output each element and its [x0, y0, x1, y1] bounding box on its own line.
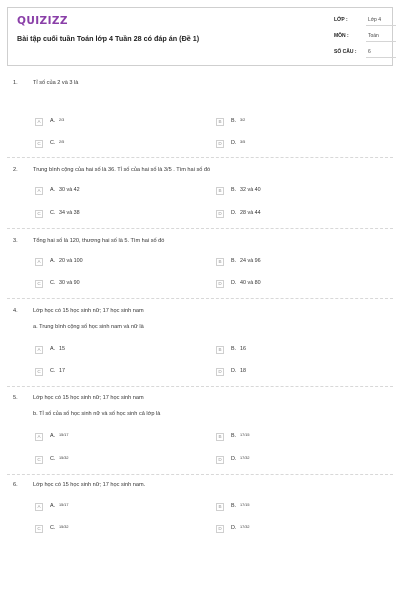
option-text: A. — [50, 187, 56, 193]
count-underline — [366, 57, 396, 58]
option-letter-box[interactable]: A — [35, 346, 43, 354]
option-text: C. — [50, 368, 56, 374]
question-subtext: a. Trung bình cộng số học sinh nam và nữ là — [33, 324, 144, 330]
option-letter-box[interactable]: D — [216, 140, 224, 148]
option-fraction: 15/32 — [59, 525, 69, 529]
worksheet-title: Bài tập cuối tuần Toán lớp 4 Tuần 28 có đáp án (Đề 1) — [17, 34, 200, 43]
count-label: SỐ CÂU : — [334, 49, 357, 55]
option-letter-box[interactable]: B — [216, 503, 224, 511]
option-prefix: B. — [231, 118, 237, 124]
question-number: 3. — [13, 238, 18, 244]
option-fraction: 2/3 — [59, 118, 65, 122]
option-text: 16 — [240, 346, 246, 352]
option-text: 15 — [59, 346, 65, 352]
question-divider — [7, 474, 393, 475]
option-text: C. — [50, 280, 56, 286]
option-letter-box[interactable]: C — [35, 280, 43, 288]
question-text: Lớp học có 15 học sinh nữ; 17 học sinh nam — [33, 395, 144, 401]
option-letter-box[interactable]: B — [216, 433, 224, 441]
option-letter-box[interactable]: C — [35, 210, 43, 218]
option-letter-box[interactable]: B — [216, 118, 224, 126]
question-text: Lớp học có 15 học sinh nữ; 17 học sinh nam. — [33, 482, 146, 488]
option-letter-box[interactable]: C — [35, 456, 43, 464]
option-text: B. — [231, 346, 237, 352]
option-prefix: B. — [231, 503, 237, 509]
option-letter-box[interactable]: A — [35, 258, 43, 266]
option-fraction: 15/17 — [59, 433, 69, 437]
option-fraction: 2/5 — [59, 140, 65, 144]
count-value: 6 — [368, 49, 371, 55]
question-divider — [7, 157, 393, 158]
option-letter-box[interactable]: D — [216, 456, 224, 464]
option-letter-box[interactable]: A — [35, 433, 43, 441]
option-text: 20 và 100 — [59, 258, 83, 264]
option-fraction: 3/2 — [240, 118, 246, 122]
question-divider — [7, 298, 393, 299]
question-number: 1. — [13, 80, 18, 86]
option-prefix: D. — [231, 525, 237, 531]
option-text: 40 và 80 — [240, 280, 261, 286]
option-letter-box[interactable]: A — [35, 503, 43, 511]
option-fraction: 17/32 — [240, 525, 250, 529]
option-letter-box[interactable]: D — [216, 368, 224, 376]
option-letter-box[interactable]: D — [216, 280, 224, 288]
option-prefix: B. — [231, 433, 237, 439]
option-text: D. — [231, 210, 237, 216]
class-underline — [366, 25, 396, 26]
option-prefix: D. — [231, 140, 237, 146]
option-text: 30 và 90 — [59, 280, 80, 286]
worksheet-header — [7, 7, 393, 66]
question-text: Tổng hai số là 120, thương hai số là 5. Tìm hai số đó — [33, 238, 165, 244]
subject-underline — [366, 41, 396, 42]
option-prefix: C. — [50, 140, 56, 146]
option-letter-box[interactable]: A — [35, 118, 43, 126]
question-divider — [7, 386, 393, 387]
option-letter-box[interactable]: A — [35, 187, 43, 195]
option-fraction: 17/32 — [240, 456, 250, 460]
question-subtext: b. Tỉ số của số học sinh nữ và số học sinh cả lớp là — [33, 411, 161, 417]
option-letter-box[interactable]: B — [216, 187, 224, 195]
option-letter-box[interactable]: B — [216, 346, 224, 354]
question-divider — [7, 228, 393, 229]
option-text: C. — [50, 210, 56, 216]
option-letter-box[interactable]: B — [216, 258, 224, 266]
option-text: A. — [50, 258, 56, 264]
question-number: 2. — [13, 167, 18, 173]
option-letter-box[interactable]: C — [35, 525, 43, 533]
question-number: 4. — [13, 308, 18, 314]
option-text: 32 và 40 — [240, 187, 261, 193]
option-text: 18 — [240, 368, 246, 374]
option-text: 17 — [59, 368, 65, 374]
option-text: D. — [231, 368, 237, 374]
option-fraction: 3/5 — [240, 140, 246, 144]
subject-label: MÔN : — [334, 33, 349, 39]
option-text: B. — [231, 258, 237, 264]
option-fraction: 17/15 — [240, 503, 250, 507]
option-text: B. — [231, 187, 237, 193]
option-text: 30 và 42 — [59, 187, 80, 193]
option-prefix: C. — [50, 525, 56, 531]
option-prefix: A. — [50, 118, 56, 124]
question-text: Lớp học có 15 học sinh nữ; 17 học sinh nam — [33, 308, 144, 314]
subject-value: Toán — [368, 33, 379, 39]
class-label: LỚP : — [334, 17, 348, 23]
option-text: D. — [231, 280, 237, 286]
option-text: A. — [50, 346, 56, 352]
option-fraction: 15/17 — [59, 503, 69, 507]
quizizz-logo: QUIZIZZ — [17, 15, 68, 27]
option-fraction: 17/15 — [240, 433, 250, 437]
question-number: 6. — [13, 482, 18, 488]
option-text: 24 và 96 — [240, 258, 261, 264]
option-letter-box[interactable]: D — [216, 210, 224, 218]
question-text: Trung bình cộng của hai số là 36. Tỉ số của hai số là 3/5 . Tìm hai số đó — [33, 167, 211, 173]
question-number: 5. — [13, 395, 18, 401]
option-letter-box[interactable]: C — [35, 140, 43, 148]
option-text: 28 và 44 — [240, 210, 261, 216]
option-prefix: A. — [50, 433, 56, 439]
class-value: Lớp 4 — [368, 17, 382, 23]
option-text: 34 và 38 — [59, 210, 80, 216]
option-prefix: C. — [50, 456, 56, 462]
option-letter-box[interactable]: C — [35, 368, 43, 376]
option-prefix: A. — [50, 503, 56, 509]
question-text: Tỉ số của 2 và 3 là — [33, 80, 79, 86]
option-letter-box[interactable]: D — [216, 525, 224, 533]
option-fraction: 15/32 — [59, 456, 69, 460]
option-prefix: D. — [231, 456, 237, 462]
